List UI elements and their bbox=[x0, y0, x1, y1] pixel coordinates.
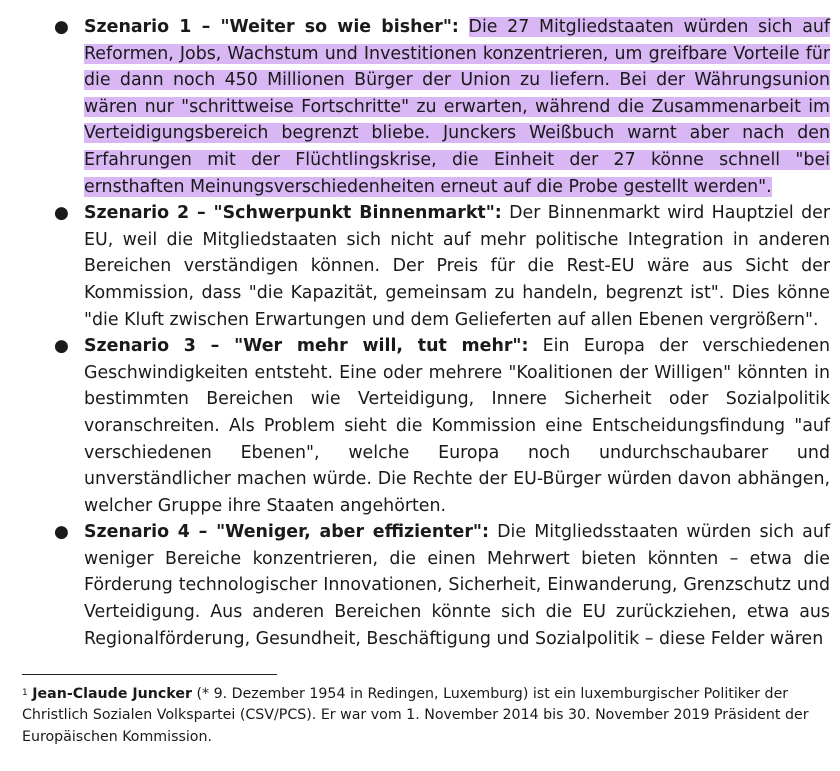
bullet-icon: ● bbox=[54, 203, 69, 224]
scenario-label: Szenario 2 – "Schwerpunkt Binnenmarkt": bbox=[84, 203, 502, 224]
scenario-list bbox=[54, 14, 830, 652]
scenario-label: Szenario 1 – "Weiter so wie bisher": bbox=[84, 17, 459, 37]
highlighted-text[interactable]: Die 27 Mitgliedstaaten würden sich auf Reformen, Jobs, Wachstum und Investitionen konzentrieren, um greifbare Vorteile für die dann noch 450 Millionen Bürger der Union zu liefern. Bei der Währungsunion wären nur "schrittweise Fortschritte" zu erwarten, während die Zusammenarbeit im Verteidigungsbereich begrenzt bliebe. Junckers Weißbuch warnt aber nach den Erfahrungen mit der Flüchtlingskrise, die Einheit der 27 könne schnell "bei ernsthaften Meinungsverschiedenheiten erneut auf die Probe gestellt werden". bbox=[84, 17, 830, 197]
scenario-text: Der Binnenmarkt wird Hauptziel der EU, weil die Mitgliedstaaten sich nicht auf mehr politische Integration in anderen Bereichen verständigen können. Der Preis für die Rest-EU wäre aus Sicht der Kommission, dass "die Kapazität, gemeinsam zu handeln, begrenzt ist". Dies könne "die Kluft zwischen Erwartungen und dem Gelieferten auf allen Ebenen vergrößern". bbox=[84, 203, 830, 330]
bullet-icon: ● bbox=[54, 17, 69, 37]
bullet-icon: ● bbox=[54, 522, 69, 543]
scenario-text: Die Mitgliedsstaaten würden sich auf weniger Bereiche konzentrieren, die einen Mehrwert bieten könnten – etwa die Förderung technologischer Innovationen, Sicherheit, Einwanderung, Grenzschutz und Verteidigung. Aus anderen Bereichen könnte sich die EU zurückziehen, etwa aus Regionalförderung, Gesundheit, Beschäftigung und Sozialpolitik – diese Felder wären bbox=[84, 522, 830, 649]
scenario-label: Szenario 4 – "Weniger, aber effizienter": bbox=[84, 522, 489, 543]
scenario-2 bbox=[54, 200, 830, 333]
scenario-label: Szenario 3 – "Wer mehr will, tut mehr": bbox=[84, 336, 529, 357]
footnote-divider bbox=[22, 674, 277, 675]
scenario-1 bbox=[54, 14, 830, 200]
bullet-icon: ● bbox=[54, 336, 69, 357]
scenario-text: Ein Europa der verschiedenen Geschwindigkeiten entsteht. Eine oder mehrere "Koalitionen der Willigen" könnten in bestimmten Bereichen wie Verteidigung, Innere Sicherheit oder Sozialpolitik voranschreiten. Als Problem sieht die Kommission eine Entscheidungsfindung "auf verschiedenen Ebenen", welche Europa noch undurchschaubarer und unverständlicher machen würde. Die Rechte der EU-Bürger würden davon abhängen, welcher Gruppe ihre Staaten angehörten. bbox=[84, 336, 830, 516]
scenario-4 bbox=[54, 519, 830, 652]
footnote-text: (* 9. Dezember 1954 in Redingen, Luxemburg) ist ein luxemburgischer Politiker der Christlich Sozialen Volkspartei (CSV/PCS). Er war vom 1. November 2014 bis 30. November 2019 Präsident der Europäischen Kommission. bbox=[22, 686, 809, 745]
footnote-marker: 1 bbox=[22, 688, 28, 698]
footnote-name: Jean-Claude Juncker bbox=[32, 686, 192, 702]
scenario-3 bbox=[54, 333, 830, 519]
footnote bbox=[22, 684, 822, 748]
